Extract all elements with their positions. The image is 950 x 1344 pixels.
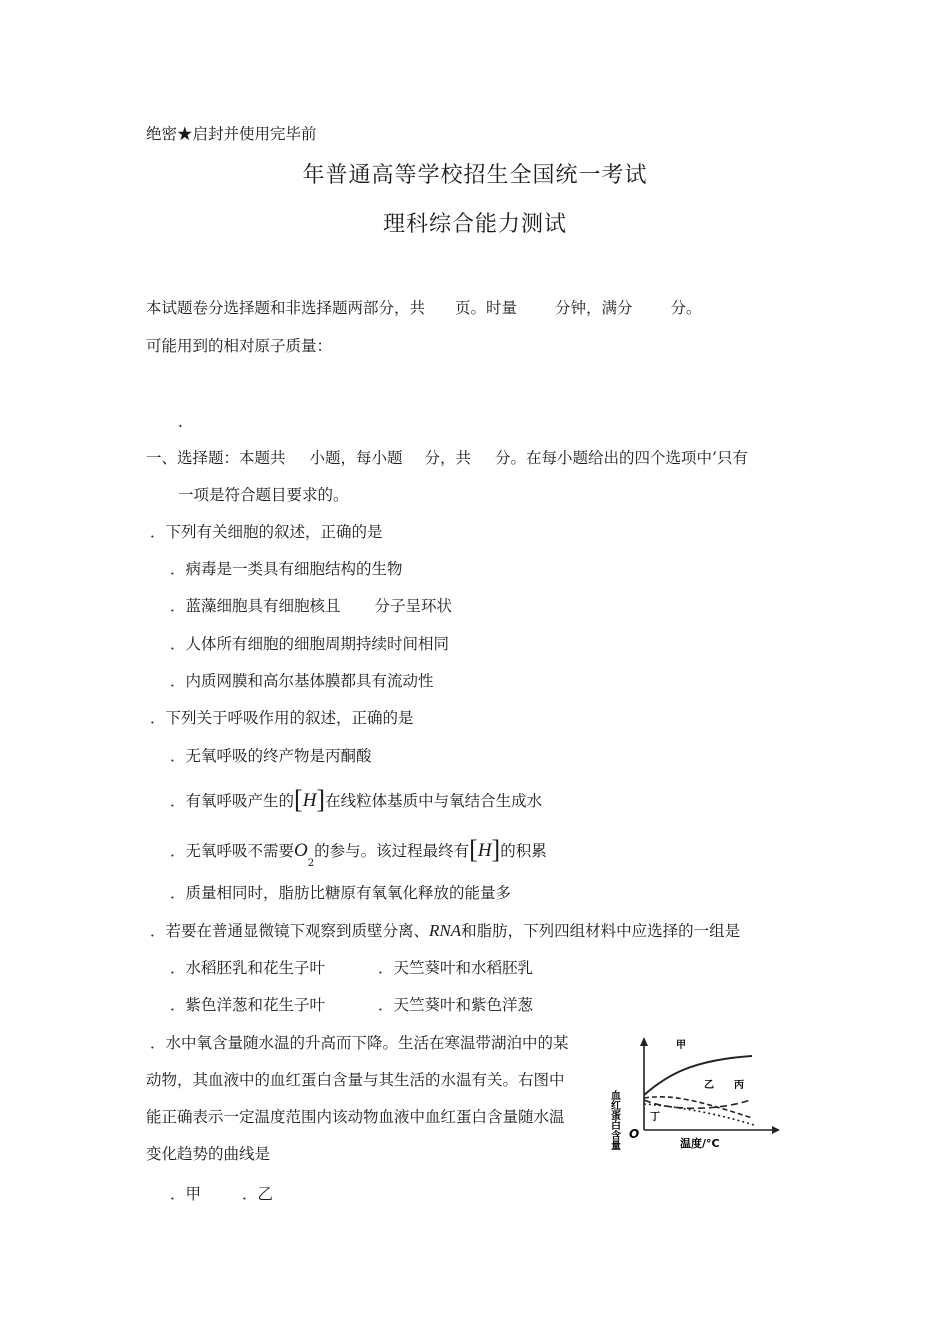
question-2-stem: ．下列关于呼吸作用的叙述，正确的是 (150, 709, 414, 727)
q4-option-a: ．甲 (170, 1185, 202, 1203)
q1-option-b-part: 分子呈环状 (374, 597, 453, 615)
question-4-line: ．水中氧含量随水温的升高而下降。生活在寒温带湖泊中的某 (150, 1034, 569, 1052)
q2-option-d: ．质量相同时，脂肪比糖原有氧氧化释放的能量多 (170, 884, 512, 902)
section-part: 一、选择题：本题共 (146, 449, 286, 467)
y-axis-label: 血红蛋白含量 (608, 1090, 620, 1150)
curve-yi (644, 1100, 750, 1108)
q4-option-b: ．乙 (242, 1185, 274, 1203)
q1-option-c: ．人体所有细胞的细胞周期持续时间相同 (170, 635, 450, 653)
q2-option-c-part: 的参与。该过程最终有 (314, 842, 470, 860)
curve-bing (644, 1097, 752, 1118)
label-jia: 甲 (676, 1040, 686, 1051)
q2-option-b-part: ．有氧呼吸产生的 (170, 792, 295, 810)
q2-option-b (170, 785, 543, 814)
curve-ding (644, 1104, 754, 1125)
q3-option-a: ．水稻胚乳和花生子叶 (170, 959, 326, 977)
hydrogen-symbol: H (477, 840, 492, 861)
exam-subtitle: 理科综合能力测试 (382, 212, 567, 237)
x-axis-label: 温度/°C (680, 1137, 720, 1150)
question-1-stem: ．下列有关细胞的叙述，正确的是 (150, 523, 383, 541)
section-heading (146, 448, 748, 468)
q3-option-b: ．天竺葵叶和水稻胚乳 (378, 959, 534, 977)
section-heading-cont: 一项是符合题目要求的。 (178, 486, 349, 504)
question-4-line: 变化趋势的曲线是 (146, 1145, 271, 1163)
x-axis-arrow (772, 1126, 780, 1134)
oxygen-symbol: O (294, 840, 308, 861)
question-3-stem (150, 921, 740, 941)
exam-title: 年普通高等学校招生全国统一考试 (302, 163, 648, 188)
section-part: 分，共 (424, 449, 472, 467)
hydrogen-symbol: H (302, 790, 317, 811)
intro-part: 分。 (670, 299, 702, 317)
right-bracket: ] (491, 835, 501, 864)
label-bing: 丙 (734, 1080, 744, 1091)
left-bracket: [ (469, 835, 478, 864)
q1-option-b (170, 596, 452, 616)
q2-option-b-part: 在线粒体基质中与氧结合生成水 (325, 792, 543, 810)
rna-term: RNA (429, 921, 462, 940)
q3-stem-part: ．若要在普通显微镜下观察到质壁分离、 (150, 922, 430, 940)
section-part: 分。在每小题给出的四个选项中’只有 (495, 449, 748, 467)
q3-option-d: ．天竺葵叶和紫色洋葱 (378, 996, 534, 1014)
q3-option-c: ．紫色洋葱和花生子叶 (170, 996, 326, 1014)
right-bracket: ] (316, 785, 326, 814)
question-4-line: 能正确表示一定温度范围内该动物血液中血红蛋白含量随水温 (146, 1108, 565, 1126)
q2-option-c-part: ．无氧呼吸不需要 (170, 842, 295, 860)
q2-option-c-part: 的积累 (500, 842, 547, 860)
label-ding: 丁 (650, 1112, 660, 1123)
left-bracket: [ (294, 785, 303, 814)
q1-option-a: ．病毒是一类具有细胞结构的生物 (170, 560, 403, 578)
q3-stem-part: 和脂肪，下列四组材料中应选择的一组是 (461, 922, 741, 940)
origin-label: O (629, 1127, 640, 1141)
q2-option-a: ．无氧呼吸的终产物是丙酮酸 (170, 747, 372, 765)
intro-part: 页。时量 (455, 299, 518, 317)
stray-dot: . (178, 413, 183, 431)
label-yi: 乙 (704, 1080, 714, 1091)
intro-part: 本试题卷分选择题和非选择题两部分，共 (146, 299, 426, 317)
hemoglobin-temperature-figure (608, 1030, 787, 1155)
y-axis-arrow (640, 1037, 648, 1046)
atomic-mass-line: 可能用到的相对原子质量： (146, 337, 333, 355)
q2-option-c (170, 835, 547, 869)
section-part: 小题，每小题 (309, 449, 403, 467)
intro-line (146, 298, 702, 318)
confidential-note: 绝密★启封并使用完毕前 (146, 125, 317, 143)
q1-option-b-part: ．蓝藻细胞具有细胞核且 (170, 597, 341, 615)
intro-part: 分钟，满分 (555, 299, 633, 317)
question-4-line: 动物，其血液中的血红蛋白含量与其生活的水温有关。右图中 (146, 1071, 565, 1089)
q1-option-d: ．内质网膜和高尔基体膜都具有流动性 (170, 672, 434, 690)
oxygen-subscript: 2 (307, 858, 315, 869)
